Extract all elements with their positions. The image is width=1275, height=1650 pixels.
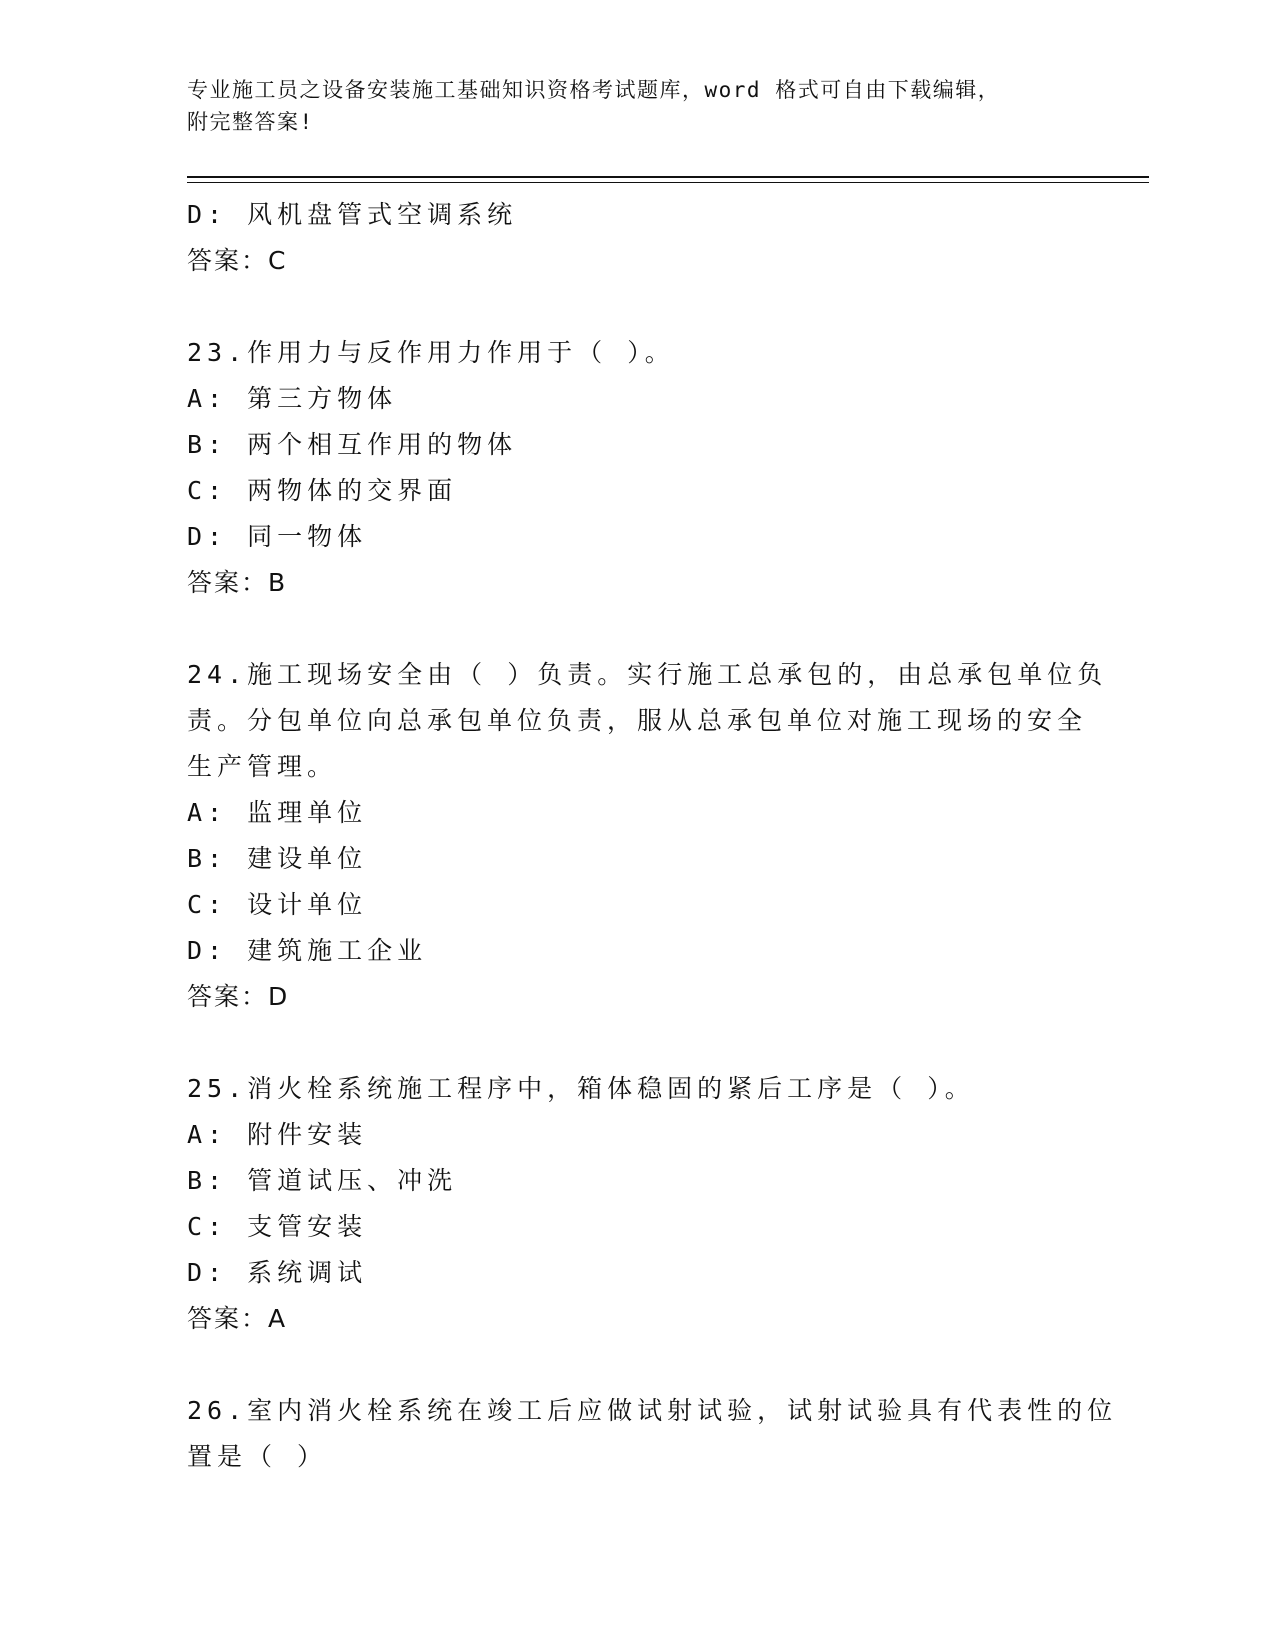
question-25 — [187, 1066, 1087, 1342]
answer: 答案：B — [187, 568, 288, 597]
spacer — [187, 284, 1087, 330]
question-24 — [187, 652, 1108, 1020]
question-text-line-1: 26.室内消火栓系统在竣工后应做试射试验，试射试验具有代表性的位 — [187, 1396, 1118, 1425]
document-header — [187, 74, 1087, 138]
answer: 答案：D — [187, 982, 290, 1011]
question-text: 23.作用力与反作用力作用于（ ）。 — [187, 338, 675, 367]
option-b: B: 两个相互作用的物体 — [187, 430, 518, 459]
option-d: D: 同一物体 — [187, 522, 368, 551]
question-text-line-1: 24.施工现场安全由（ ）负责。实行施工总承包的，由总承包单位负 — [187, 660, 1108, 689]
option-a: A: 监理单位 — [187, 798, 368, 827]
question-list — [187, 192, 1118, 1480]
question-22-tail — [187, 192, 1087, 284]
option-d: D: 系统调试 — [187, 1258, 368, 1287]
spacer — [187, 1342, 1087, 1388]
option-c: C: 设计单位 — [187, 890, 368, 919]
option-c: C: 支管安装 — [187, 1212, 368, 1241]
option-d: D: 风机盘管式空调系统 — [187, 200, 518, 229]
answer: 答案：C — [187, 246, 288, 275]
option-b: B: 管道试压、冲洗 — [187, 1166, 458, 1195]
spacer — [187, 1020, 1087, 1066]
answer: 答案：A — [187, 1304, 288, 1333]
option-c: C: 两物体的交界面 — [187, 476, 458, 505]
question-text-line-3: 生产管理。 — [187, 752, 338, 781]
header-divider-thin — [187, 182, 1149, 183]
question-text-line-2: 责。分包单位向总承包单位负责，服从总承包单位对施工现场的安全 — [187, 706, 1088, 735]
option-a: A: 第三方物体 — [187, 384, 398, 413]
option-d: D: 建筑施工企业 — [187, 936, 428, 965]
option-b: B: 建设单位 — [187, 844, 368, 873]
question-text-line-2: 置是（ ） — [187, 1442, 328, 1471]
question-text: 25.消火栓系统施工程序中，箱体稳固的紧后工序是（ ）。 — [187, 1074, 975, 1103]
question-26 — [187, 1388, 1118, 1480]
question-23 — [187, 330, 1087, 606]
option-a: A: 附件安装 — [187, 1120, 368, 1149]
spacer — [187, 606, 1087, 652]
header-divider-thick — [187, 176, 1149, 178]
header-line-1: 专业施工员之设备安装施工基础知识资格考试题库，word 格式可自由下载编辑， — [187, 78, 1001, 102]
header-line-2: 附完整答案! — [187, 110, 314, 134]
